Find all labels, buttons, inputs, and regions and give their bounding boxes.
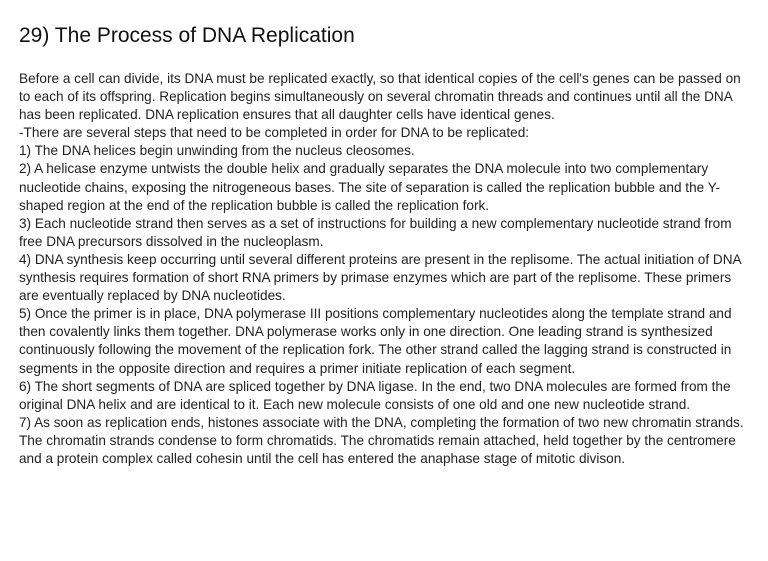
document-body	[19, 70, 754, 468]
step-6: 6) The short segments of DNA are spliced together by DNA ligase. In the end, two DNA molecules are formed from the original DNA helix and are identical to it. Each new molecule consists of one old and one new nucleotide strand.	[19, 378, 731, 412]
step-3: 3) Each nucleotide strand then serves as a set of instructions for building a new complementary nucleotide strand from free DNA precursors dissolved in the nucleoplasm.	[19, 215, 732, 249]
intro-paragraph: Before a cell can divide, its DNA must be replicated exactly, so that identical copies of the cell's genes can be passed on to each of its offspring. Replication begins simultaneously on several chromatin threads and continues until all the DNA has been replicated. DNA replication ensures that all daughter cells have identical genes.	[19, 71, 741, 123]
step-2: 2) A helicase enzyme untwists the double helix and gradually separates the DNA molecule into two complementary nucleotide chains, exposing the nitrogeneous bases. The site of separation is called the replication bubble and the Y-shaped region at the end of the replication bubble is called the replication fork.	[19, 161, 721, 213]
step-1: 1) The DNA helices begin unwinding from the nucleus cleosomes.	[19, 143, 415, 159]
step-4: 4) DNA synthesis keep occurring until several different proteins are present in the replisome. The actual initiation of DNA synthesis requires formation of short RNA primers by primase enzymes which are part of the replisome. These primers are eventually replaced by DNA nucleotides.	[19, 251, 741, 304]
step-5: 5) Once the primer is in place, DNA polymerase III positions complementary nucleotides along the template strand and then covalently links them together. DNA polymerase works only in one direction. One leading strand is synthesized continuously following the movement of the replication fork. The other strand called the lagging strand is constructed in segments in the opposite direction and requires a primer initiate replication of each segment.	[19, 306, 732, 376]
steps-intro: -There are several steps that need to be completed in order for DNA to be replicated:	[19, 125, 530, 141]
page-title: 29) The Process of DNA Replication	[19, 24, 355, 47]
step-7: 7) As soon as replication ends, histones associate with the DNA, completing the formation of two new chromatin strands. The chromatin strands condense to form chromatids. The chromatids remain attached, held together by the centromere and a protein complex called cohesin until the cell has entered the anaphase stage of mitotic divison.	[19, 414, 744, 466]
